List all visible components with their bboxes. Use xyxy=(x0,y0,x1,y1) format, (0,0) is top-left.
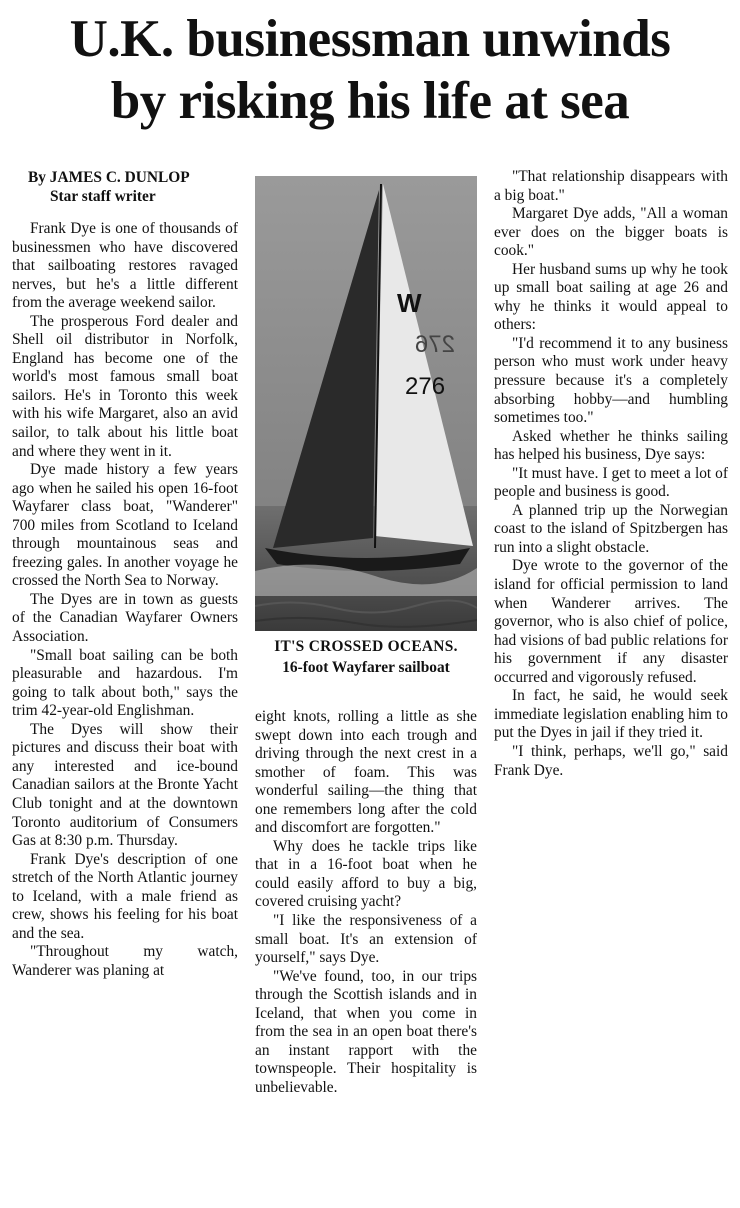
paragraph: "We've found, too, in our trips through the Scottish islands and in Iceland, that when you come in from the sea in an open boat there's an instant rapport with the townspeople. Their hospitality is unbelievable. xyxy=(255,967,477,1096)
paragraph: Frank Dye's description of one stretch of the North Atlantic journey to Iceland, with a male friend as crew, shows his feeling for his boat and the sea. xyxy=(12,850,238,942)
paragraph: "I'd recommend it to any business person who must work under heavy pressure because it's a completely absorbing hobby—and humbling sometimes too." xyxy=(494,334,728,427)
paragraph: Margaret Dye adds, "All a woman ever does on the bigger boats is cook." xyxy=(494,205,728,260)
byline-author: By JAMES C. DUNLOP xyxy=(28,169,190,186)
article-column-3 xyxy=(494,168,728,780)
paragraph: The Dyes will show their pictures and discuss their boat with any interested and ice-bound Canadian sailors at the Bronte Yacht Club tonight and at the downtown Toronto auditorium of Consumers Gas at 8:30 p.m. Thursday. xyxy=(12,720,238,850)
paragraph: "Small boat sailing can be both pleasurable and hazardous. I'm going to talk about both," says the trim 42-year-old Englishman. xyxy=(12,646,238,720)
article-column-2 xyxy=(255,708,477,1097)
photo-caption xyxy=(255,636,477,678)
paragraph: "That relationship disappears with a big boat." xyxy=(494,168,728,204)
byline-role: Star staff writer xyxy=(50,188,156,205)
caption-line-2: 16-foot Wayfarer sailboat xyxy=(282,659,450,676)
paragraph: "Throughout my watch, Wanderer was planing at xyxy=(12,943,238,979)
paragraph: A planned trip up the Norwegian coast to the island of Spitzbergen has run into a slight obstacle. xyxy=(494,501,728,556)
sail-letter: W xyxy=(397,288,422,318)
headline xyxy=(0,8,740,132)
sail-number: 276 xyxy=(405,373,446,400)
sail-number-mirrored: 276 xyxy=(414,331,455,358)
byline xyxy=(28,168,238,206)
paragraph: Dye made history a few years ago when he sailed his open 16-foot Wayfarer class boat, "Wanderer" 700 miles from Scotland to Iceland through mountainous seas and freezing gales. In another voyage he crossed the North Sea to Norway. xyxy=(12,461,238,590)
article-column-1 xyxy=(12,168,238,980)
paragraph: "It must have. I get to meet a lot of people and business is good. xyxy=(494,464,728,501)
paragraph: eight knots, rolling a little as she swept down into each trough and driving through the next crest in a smother of foam. This was wonderful sailing—the thing that one remembers long after the cold and discomfort are forgotten." xyxy=(255,708,477,837)
paragraph: The Dyes are in town as guests of the Canadian Wayfarer Owners Association. xyxy=(12,590,238,646)
paragraph: "I think, perhaps, we'll go," said Frank Dye. xyxy=(494,742,728,779)
paragraph: In fact, he said, he would seek immediate legislation enabling him to put the Dyes in jail if they tried it. xyxy=(494,687,728,742)
paragraph: "I like the responsiveness of a small boat. It's an extension of yourself," says Dye. xyxy=(255,912,477,967)
paragraph: Her husband sums up why he took up small boat sailing at age 26 and why he thinks it would appeal to others: xyxy=(494,260,728,334)
sailboat-photo xyxy=(255,176,477,631)
paragraph: Why does he tackle trips like that in a 16-foot boat when he could easily afford to buy a big, covered cruising yacht? xyxy=(255,837,477,911)
headline-line-2: by risking his life at sea xyxy=(110,72,630,130)
paragraph: Dye wrote to the governor of the island for official permission to land when Wanderer arrives. The governor, who is also chief of police, had visions of bad public relations for his government if any disaster occurred and vigorously refused. xyxy=(494,557,728,686)
headline-line-1: U.K. businessman unwinds xyxy=(69,10,671,68)
paragraph: The prosperous Ford dealer and Shell oil distributor in Norfolk, England has become one of the world's most famous small boat sailors. He's in Toronto this week with his wife Margaret, also an avid sailor, to talk about his little boat and where they went in it. xyxy=(12,312,238,460)
caption-line-1: IT'S CROSSED OCEANS. xyxy=(274,638,458,655)
paragraph: Asked whether he thinks sailing has helped his business, Dye says: xyxy=(494,427,728,464)
paragraph: Frank Dye is one of thousands of businessmen who have discovered that sailboating restores ravaged nerves, but he's a little different from the average weekend sailor. xyxy=(12,220,238,312)
